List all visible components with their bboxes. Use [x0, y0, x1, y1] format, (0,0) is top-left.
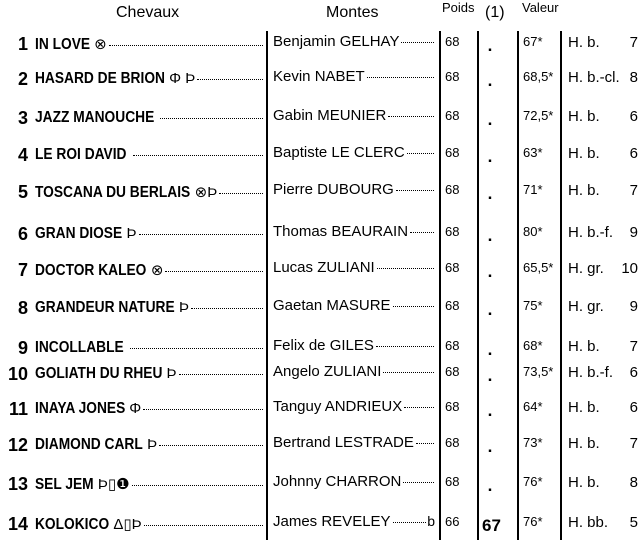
- weight: 68: [445, 338, 460, 353]
- coat-sex: H. b.: [568, 182, 600, 199]
- jockey-name: Tanguy ANDRIEUX: [273, 398, 403, 415]
- age: 6: [629, 108, 638, 125]
- runner-number: 12: [7, 435, 28, 455]
- horse-symbols: Þ: [179, 299, 190, 316]
- horse-name-cell: [35, 146, 263, 164]
- age: 7: [629, 435, 638, 452]
- runner-number: 6: [17, 224, 28, 244]
- jockey-cell: [273, 68, 435, 85]
- weight: 68: [445, 145, 460, 160]
- column-one-value: .: [487, 300, 493, 319]
- jockey-cell: [273, 181, 435, 198]
- horse-name-cell: [35, 299, 263, 317]
- dot-leader: [383, 372, 434, 373]
- age: 9: [629, 298, 638, 315]
- weight: 68: [445, 182, 460, 197]
- horse-name: DIAMOND CARL: [35, 436, 143, 453]
- coat-sex: H. b.: [568, 145, 600, 162]
- column-divider: [517, 31, 519, 540]
- jockey-name: Kevin NABET: [273, 68, 365, 85]
- horse-name: INAYA JONES: [35, 400, 126, 417]
- horse-name: INCOLLABLE: [35, 339, 124, 356]
- horse-name: GOLIATH DU RHEU: [35, 365, 163, 382]
- jockey-cell: [273, 259, 435, 276]
- rating-value: 65,5*: [523, 260, 554, 275]
- header-one: (1): [485, 4, 505, 21]
- jockey-name: Bertrand LESTRADE: [273, 434, 414, 451]
- horse-symbols: ⊗: [94, 36, 107, 53]
- rating-value: 67*: [523, 34, 543, 49]
- dot-leader: [403, 482, 434, 483]
- horse-name-cell: [35, 365, 263, 383]
- jockey-name: Pierre DUBOURG: [273, 181, 394, 198]
- horse-name-cell: [35, 400, 263, 418]
- rating-value: 80*: [523, 224, 543, 239]
- runner-number: 2: [17, 69, 28, 89]
- horse-symbols: Þ: [166, 365, 177, 382]
- column-one-value: .: [487, 476, 493, 495]
- age: 6: [629, 399, 638, 416]
- age: 6: [629, 364, 638, 381]
- weight: 68: [445, 298, 460, 313]
- dot-leader: [401, 42, 434, 43]
- dot-leader: [219, 193, 263, 194]
- age: 8: [629, 69, 638, 86]
- horse-name: DOCTOR KALEO: [35, 262, 147, 279]
- horse-name: GRAN DIOSE: [35, 225, 123, 242]
- header-poids: Poids: [442, 0, 475, 15]
- column-divider: [439, 31, 441, 540]
- horse-name-cell: [35, 70, 263, 88]
- horse-name: LE ROI DAVID: [35, 146, 127, 163]
- dot-leader: [132, 485, 263, 486]
- dot-leader: [416, 443, 434, 444]
- age: 7: [629, 182, 638, 199]
- column-one-value: .: [487, 184, 493, 203]
- rating-value: 75*: [523, 298, 543, 313]
- horse-name-cell: [35, 475, 263, 494]
- jockey-name: Benjamin GELHAY: [273, 33, 400, 50]
- age: 8: [629, 474, 638, 491]
- horse-symbols: Þ: [147, 436, 158, 453]
- dot-leader: [393, 306, 434, 307]
- column-one-value: .: [487, 110, 493, 129]
- header-montes: Montes: [326, 4, 379, 21]
- jockey-cell: [273, 33, 435, 50]
- dot-leader: [388, 116, 434, 117]
- column-one-value: .: [487, 262, 493, 281]
- jockey-cell: [273, 363, 435, 380]
- dot-leader: [160, 118, 263, 119]
- horse-symbols: ⊗Þ: [194, 184, 218, 201]
- header-valeur: Valeur: [522, 0, 559, 15]
- age: 9: [629, 224, 638, 241]
- dot-leader: [197, 79, 263, 80]
- column-one-value: .: [487, 226, 493, 245]
- runner-number: 10: [7, 364, 28, 384]
- column-one-value: .: [487, 401, 493, 420]
- rating-value: 76*: [523, 514, 543, 529]
- dot-leader: [133, 155, 263, 156]
- runner-number: 7: [17, 260, 28, 280]
- dot-leader: [143, 409, 263, 410]
- column-one-value: .: [487, 147, 493, 166]
- dot-leader: [179, 374, 263, 375]
- rating-value: 73,5*: [523, 364, 554, 379]
- jockey-name: Angelo ZULIANI: [273, 363, 382, 380]
- runner-number: 13: [7, 474, 28, 494]
- column-divider: [477, 31, 479, 540]
- horse-symbols: Φ: [129, 400, 142, 417]
- jockey-name: Johnny CHARRON: [273, 473, 402, 490]
- runner-number: 11: [8, 399, 28, 419]
- runner-number: 9: [17, 338, 28, 358]
- runner-number: 1: [17, 34, 28, 54]
- jockey-name: Thomas BEAURAIN: [273, 223, 409, 240]
- jockey-name: James REVELEY: [273, 513, 391, 530]
- coat-sex: H. gr.: [568, 260, 604, 277]
- horse-name: IN LOVE: [35, 36, 91, 53]
- horse-name-cell: [35, 261, 263, 280]
- dot-leader: [109, 45, 263, 46]
- coat-sex: H. b.-f.: [568, 364, 614, 381]
- rating-value: 68,5*: [523, 69, 554, 84]
- horse-name: HASARD DE BRION: [35, 70, 165, 87]
- coat-sex: H. b.: [568, 108, 600, 125]
- coat-sex: H. b.: [568, 399, 600, 416]
- age: 7: [629, 34, 638, 51]
- jockey-cell: [273, 297, 435, 314]
- weight: 68: [445, 474, 460, 489]
- jockey-cell: [273, 107, 435, 124]
- column-one-value: 67: [482, 516, 501, 535]
- runner-number: 8: [17, 298, 28, 318]
- horse-name-cell: [35, 35, 263, 54]
- horse-name-cell: [35, 109, 263, 127]
- weight: 68: [445, 435, 460, 450]
- coat-sex: H. b.-f.: [568, 224, 614, 241]
- dot-leader: [396, 190, 434, 191]
- horse-symbols: Φ Þ: [169, 70, 196, 87]
- weight: 68: [445, 224, 460, 239]
- runner-number: 3: [17, 108, 28, 128]
- dot-leader: [410, 232, 434, 233]
- column-one-value: .: [487, 71, 493, 90]
- age: 10: [621, 260, 638, 277]
- horse-name-cell: [35, 436, 263, 454]
- jockey-cell: [273, 144, 435, 161]
- rating-value: 72,5*: [523, 108, 554, 123]
- horse-symbols: Þ▯❶: [97, 476, 130, 493]
- weight: 68: [445, 108, 460, 123]
- dot-leader: [367, 77, 434, 78]
- weight: 68: [445, 364, 460, 379]
- jockey-name: Felix de GILES: [273, 337, 374, 354]
- rating-value: 71*: [523, 182, 543, 197]
- coat-sex: H. b.: [568, 338, 600, 355]
- horse-name: TOSCANA DU BERLAIS: [35, 184, 191, 201]
- dot-leader: [191, 308, 263, 309]
- coat-sex: H. b.: [568, 34, 600, 51]
- dot-leader: [159, 445, 263, 446]
- jockey-name: Gabin MEUNIER: [273, 107, 387, 124]
- dot-leader: [404, 407, 434, 408]
- horse-name-cell: [35, 515, 263, 534]
- runner-number: 5: [17, 182, 28, 202]
- column-one-value: .: [487, 366, 493, 385]
- rating-value: 76*: [523, 474, 543, 489]
- dot-leader: [377, 268, 434, 269]
- horse-name-cell: [35, 183, 263, 202]
- horse-name-cell: [35, 339, 263, 357]
- jockey-cell: [273, 434, 435, 451]
- jockey-cell: [273, 513, 435, 530]
- coat-sex: H. b.: [568, 474, 600, 491]
- header-chevaux: Chevaux: [116, 4, 180, 21]
- horse-symbols: ⊗: [150, 262, 164, 279]
- weight: 66: [445, 514, 460, 529]
- age: 7: [629, 338, 638, 355]
- jockey-name: Lucas ZULIANI: [273, 259, 375, 276]
- jockey-cell: [273, 398, 435, 415]
- dot-leader: [144, 525, 263, 526]
- column-divider: [266, 31, 268, 540]
- dot-leader: [407, 153, 434, 154]
- dot-leader: [130, 348, 263, 349]
- horse-name: JAZZ MANOUCHE: [35, 109, 155, 126]
- runner-number: 14: [7, 514, 28, 534]
- age: 5: [629, 514, 638, 531]
- dot-leader: [139, 234, 263, 235]
- rating-value: 68*: [523, 338, 543, 353]
- runner-number: 4: [17, 145, 28, 165]
- horse-symbols: Δ▯Þ: [113, 516, 142, 533]
- coat-sex: H. b.-cl.: [568, 69, 620, 86]
- weight: 68: [445, 34, 460, 49]
- weight: 68: [445, 260, 460, 275]
- horse-symbols: Þ: [126, 225, 137, 242]
- dot-leader: [393, 522, 427, 523]
- coat-sex: H. gr.: [568, 298, 604, 315]
- jockey-suffix: b: [427, 513, 435, 529]
- dot-leader: [165, 271, 263, 272]
- column-one-value: .: [487, 340, 493, 359]
- jockey-name: Baptiste LE CLERC: [273, 144, 405, 161]
- coat-sex: H. b.: [568, 435, 600, 452]
- jockey-cell: [273, 473, 435, 490]
- column-one-value: .: [487, 36, 493, 55]
- jockey-cell: [273, 337, 435, 354]
- weight: 68: [445, 399, 460, 414]
- horse-name: GRANDEUR NATURE: [35, 299, 175, 316]
- dot-leader: [376, 346, 434, 347]
- weight: 68: [445, 69, 460, 84]
- horse-name: KOLOKICO: [35, 516, 110, 533]
- rating-value: 63*: [523, 145, 543, 160]
- horse-name-cell: [35, 225, 263, 243]
- age: 6: [629, 145, 638, 162]
- column-divider: [560, 31, 562, 540]
- rating-value: 73*: [523, 435, 543, 450]
- rating-value: 64*: [523, 399, 543, 414]
- horse-name: SEL JEM: [35, 476, 94, 493]
- jockey-cell: [273, 223, 435, 240]
- coat-sex: H. bb.: [568, 514, 609, 531]
- jockey-name: Gaetan MASURE: [273, 297, 391, 314]
- column-one-value: .: [487, 437, 493, 456]
